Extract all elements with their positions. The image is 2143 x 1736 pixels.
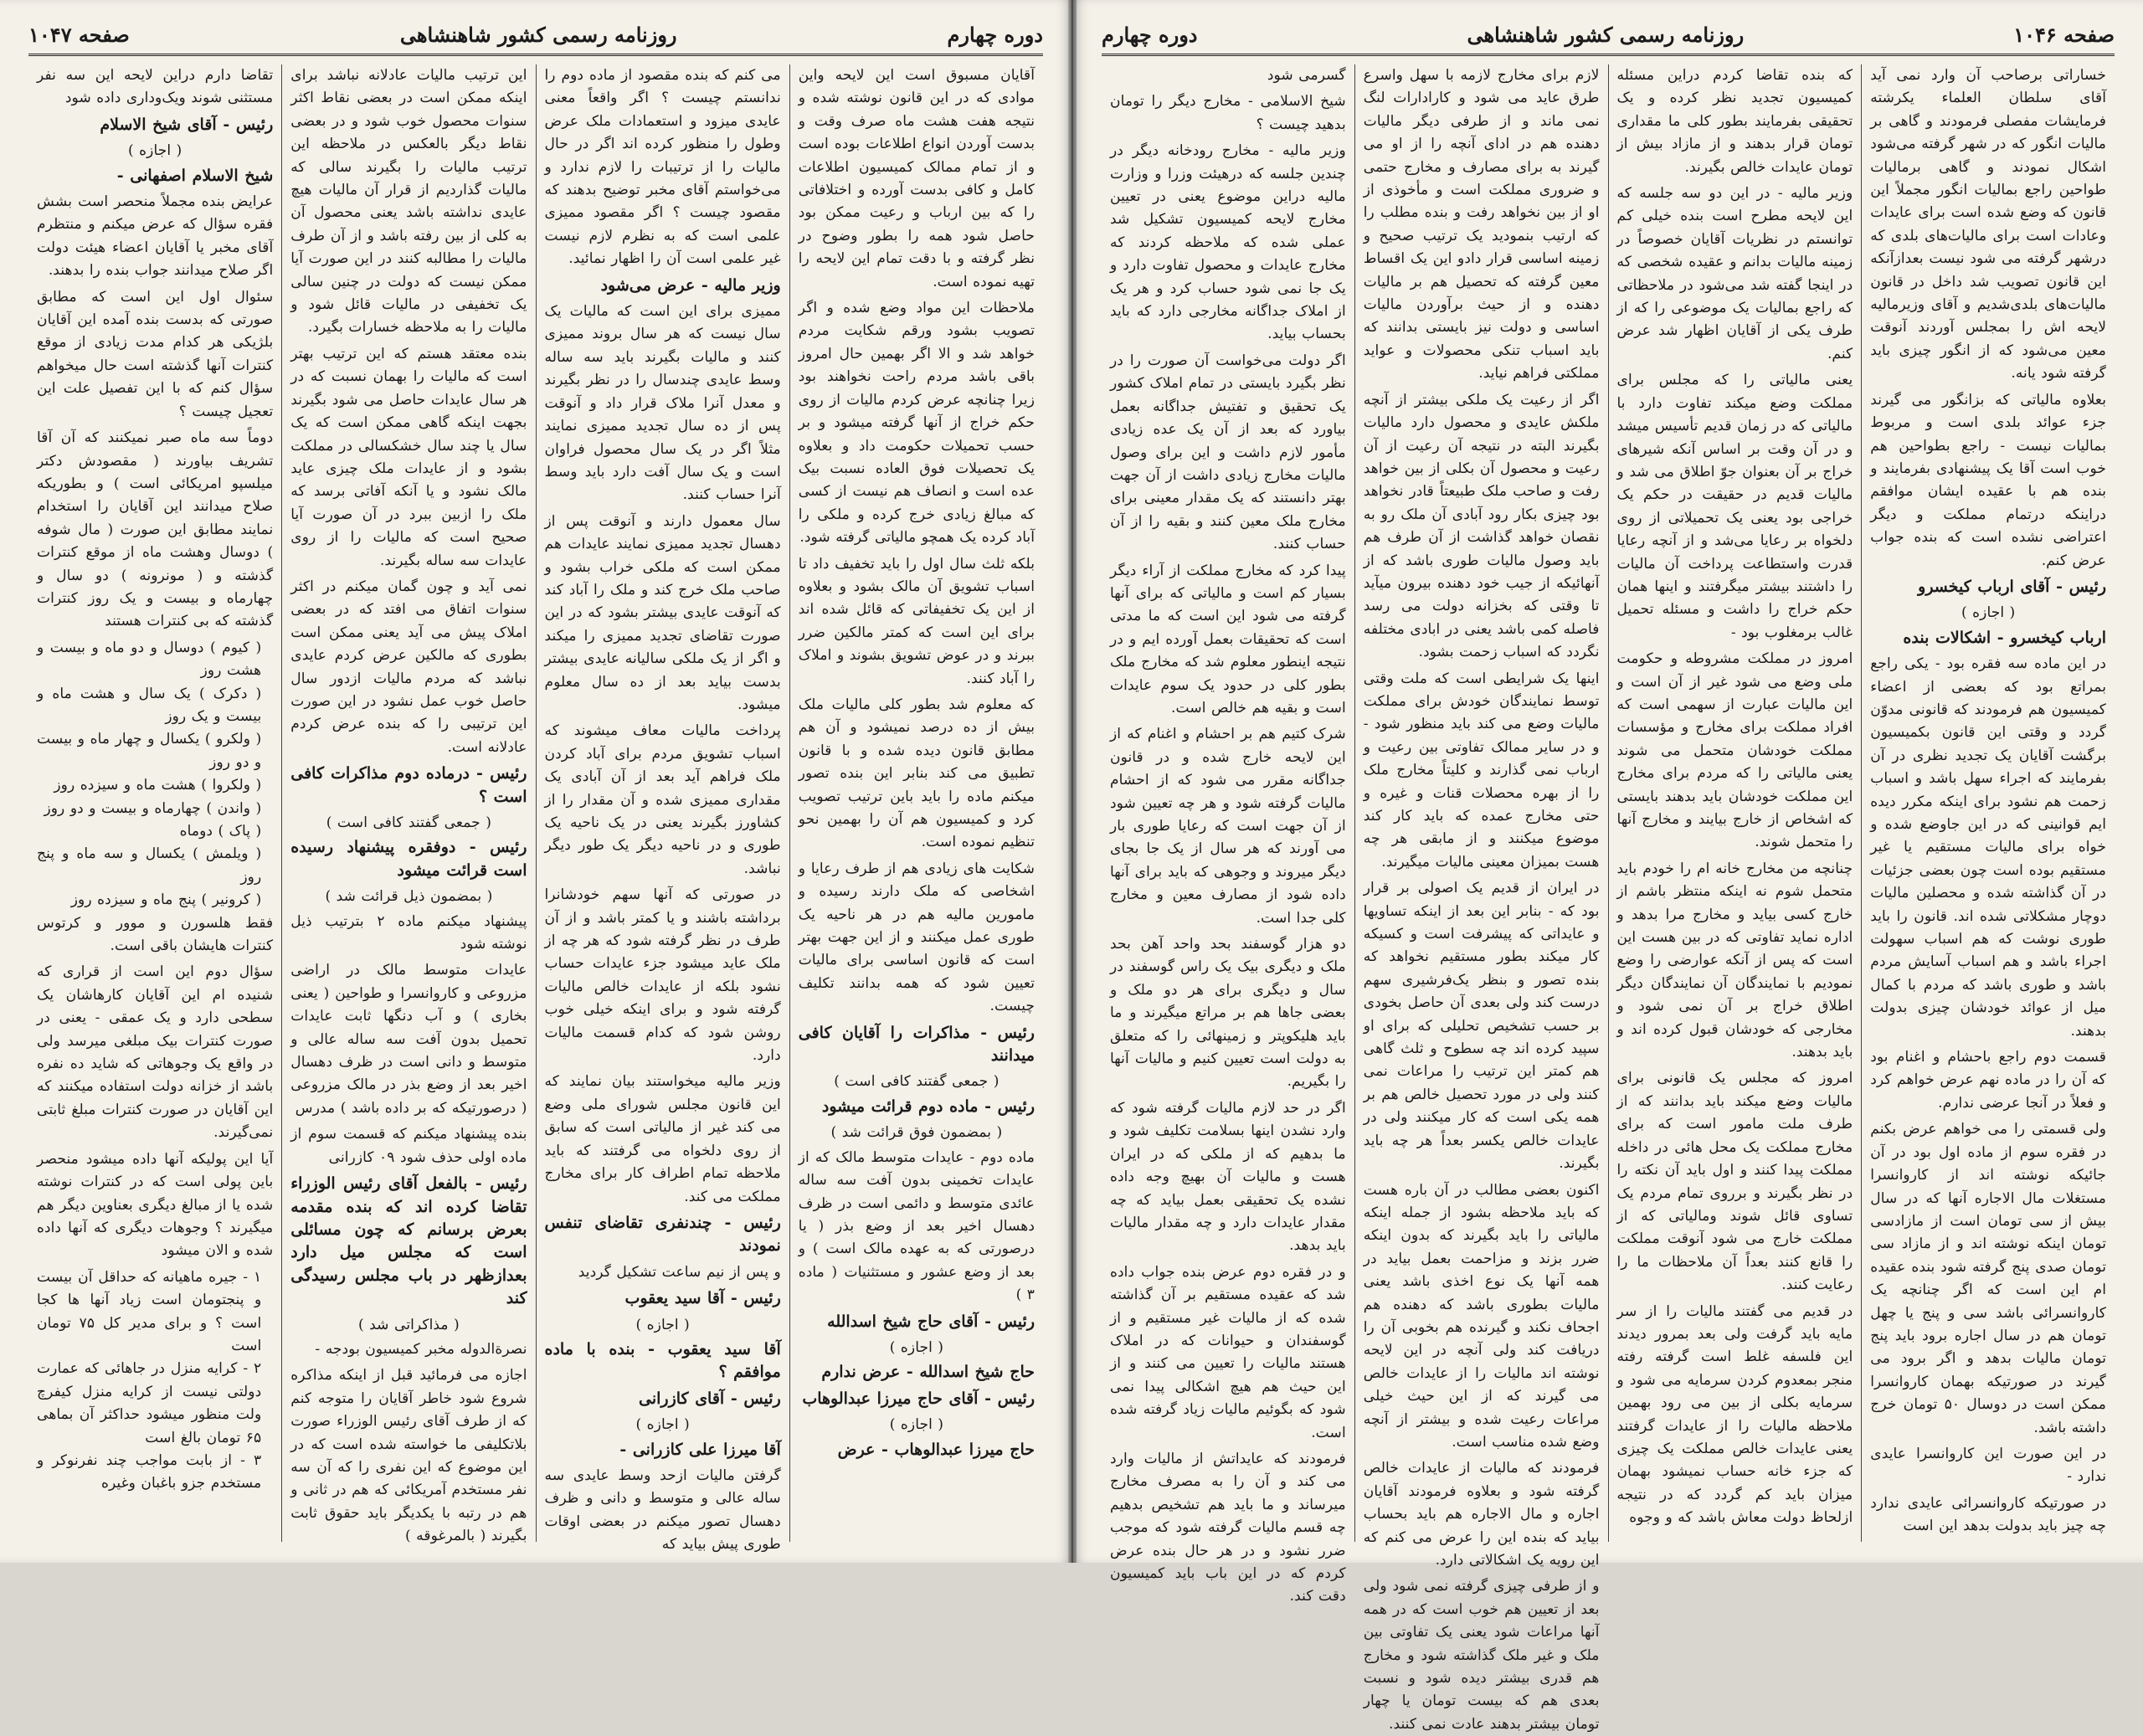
speaker-heading: رئیس - دوفقره پیشنهاد رسیده است قرائت میشود — [290, 838, 527, 880]
speaker-heading: ارباب کیخسرو - اشکالات بنده — [1903, 628, 2106, 647]
paragraph: یعنی مالیاتی را که مجلس برای مملکت وضع میکند تفاوت دارد با مالیاتی که در زمان قدیم تأسیس میشد و در آن وقت بر اساس آنکه شیرهای خراج بر آن بعنوان جوّ اطلاق می شد و مالیات قدیم در حقیقت در حکم یک خراجی بود یعنی یک تحمیلاتی از روی دلخواه بر رعایا می‌شد و از آنچه رعایا قدرت واستطاعت پرداخت آن مالیات را داشتند بیشتر میگرفتند و اینها همان حکم خراج را داشت و مسئله تحمیل غالب برمغلوب بود - — [1616, 372, 1853, 641]
book-seam — [1068, 0, 1077, 1563]
speaker-heading: رئیس - مذاکرات را آقایان کافی میدانند — [798, 1023, 1035, 1066]
text-column — [789, 64, 1043, 1542]
parenthetical-note: ( اجازه ) — [127, 142, 182, 160]
paragraph: در قدیم می گفتند مالیات را از سر مایه باید گرفت ولی بعد بمرور دیدند این فلسفه غلط است گرفته رفته منجر بمعدوم کردن سرمایه می شود و سرمایه بکلی از بین می رود بهمین ملاحظه مالیات را از عایدات گرفتند یعنی عایدات خالص مملکت یک چیزی که جزء خانه حساب نمیشود بهمان میزان باید کم گردد که در نتیجه ازلحاظ دولت معاش باشد که و وجوه — [1616, 1302, 1853, 1527]
speaker-heading: رئیس - آقای ارباب کیخسرو — [1918, 577, 2106, 596]
paragraph: و در فقره دوم عرض بنده جواب داده شد که عقیده مستقیم بر آن گذاشته شده که از مالیات غیر مستقیم و از گوسفندان و حیوانات که در املاک هستند مالیات را تعیین می کنند و از این حیث هم هیچ اشکالی پیدا نمی شود که بگوئیم مالیات زیاد گرفته شده است. — [1110, 1263, 1346, 1441]
parenthetical-note: ( اجازه ) — [1961, 604, 2016, 622]
speaker-heading: آقا میرزا علی کازرانی - — [619, 1440, 781, 1459]
speaker-heading: رئیس - آقا سید یعقوب — [624, 1289, 781, 1308]
text-column — [28, 64, 281, 1542]
speaker-heading: رئیس - آقای کازرانی — [638, 1389, 781, 1408]
paragraph: سؤال دوم این است از قراری که شنیده ام این آقایان کارهاشان یک سطحی دارد و یک عمقی - یعنی در صورت کنترات بیک مبلغی میرسد ولی در واقع یک وجوهاتی که شاید ده نفره باشد از خزانه دولت استفاده میکنند که این آقایان در صورت کنترات مبلغ ثابتی نمی‌گیرند. — [37, 963, 274, 1142]
paragraph: اکنون بعضی مطالب در آن باره هست که باید ملاحظه بشود از جمله اینکه مالیاتی را باید بگیرند که بدون اینکه ضرر بزند و مزاحمت بعمل بیاید در همه آنها یک نوع اخذی باشد یعنی مالیات بطوری باشد که دهنده هم اجحاف نکند و گیرنده هم بخوبی آن را دریافت کند ولی آنچه در این لایحه نوشته اند مالیات را از عایدات خالص می گیرند که از این حیث خیلی مراعات رعیت شده و بیشتر از آنچه وضع شده مناسب است. — [1363, 1181, 1600, 1451]
text-column — [536, 64, 789, 1554]
paragraph: و از طرفی چیزی گرفته نمی شود ولی بعد از تعیین هم خوب است که در همه آنها مراعات شود یعنی یک تفاوتی بین ملک و غیر ملک گذاشته شود و مخارج هم قدری بیشتر دیده شود و نسبت بعدی هم که بیست تومان یا چهار تومان بیشتر بدهند عادت نمی کنند. — [1363, 1578, 1600, 1733]
paragraph: سال معمول دارند و آنوقت پس از دهسال تجدید ممیزی نمایند عایدات هم ممکن است که ملکی خراب بشود و صاحب ملک خرج کند و ملک را آباد کند که آنوقت عایدی بیشتر بشود که در این صورت تقاضای تجدید ممیزی را میکند و اگر از یک ملکی سالیانه عایدی بیشتر بدست بیاید بعد از ده سال معلوم میشود. — [544, 512, 781, 713]
speaker-heading: رئیس - آقای حاج میرزا عبدالوهاب — [802, 1389, 1035, 1408]
columns — [1102, 64, 2115, 1733]
paragraph: فرمودند که مالیات از عایدات خالص گرفته شود و بعلاوه فرمودند آقایان اجاره و مال الاجاره هم باید بحساب بیاید که بنده این را عرض می کنم که این رویه یک اشکالاتی دارد. — [1363, 1460, 1600, 1569]
paragraph: سئوال اول این است که مطابق صورتی که بدست بنده آمده این آقایان بلژیکی هر کدام مدت زیادی از موقع کنترات آنها گذشته است حال میخواهم سؤال کنم که با این تفصیل علت این تعجیل چیست ؟ — [37, 288, 274, 420]
speaker-heading: رئیس - درماده دوم مذاکرات کافی است ؟ — [290, 764, 527, 806]
list-item: ۳ - از بابت مواجب چند نفرنوکر و مستخدم جزو باغبان وغیره — [37, 1451, 262, 1492]
paragraph: عایدات متوسط مالک در اراضی مزروعی و کاروانسرا و طواحین ( یعنی بخاری ) و آب دنگها ثابت عایدات تحمیل بدون آفت سه ساله عالی و متوسط و دانی است در ظرف دهسال اخیر بعد از وضع بذر در مالک مزروعی ( درصورتیکه که بر داده باشد ) مدرس — [290, 962, 527, 1117]
paragraph: و پس از نیم ساعت تشکیل گردید — [578, 1263, 781, 1281]
paragraph: بلکه ثلث سال اول را باید تخفیف داد تا اسباب تشویق آن مالک بشود و بعلاوه از این یک تخفیفاتی که قائل شده اند برای این است که کمتر مالکین ضرر ببرند و در عوض تشویق بشوند و املاک را آباد کنند. — [798, 555, 1035, 687]
columns — [28, 64, 1043, 1554]
text-column — [1102, 64, 1354, 1605]
parenthetical-note: ( جمعی گفتند کافی است ) — [326, 814, 491, 831]
paragraph: اگر در حد لازم مالیات گرفته شود که وارد نشدن اینها بسلامت تکلیف شود و ما بدهیم که از ملکی که در ایران هست و مالیات آن بهیچ وجه داده نشده یک تحقیقی بعمل بیاید که چه مقدار عایدات دارد و چه مقدار مالیات باید بدهد. — [1110, 1099, 1346, 1255]
list-item: ( ویلمش ) یکسال و سه ماه و پنج روز — [37, 845, 262, 886]
speaker-heading: رئیس - آقای شیخ الاسلام — [100, 115, 274, 134]
paragraph: این ترتیب مالیات عادلانه نباشد برای اینکه ممکن است در بعضی نقاط اکثر سنوات محصول خوب شود و در بعضی نقاط دیگر بالعکس در ملاحظه این ترتیب مالیات را بگیرند سالی که مالیات گذاردیم از قرار آن مالیات هیچ عایدی نداشته باشد یعنی محصول آن به کلی از بین رفته باشد و از آن طرف مالیات را مطالبه کنند در این صورت آیا ممکن نیست که دولت در چنین سالی یک تخفیفی در مالیات قائل شود و مالیات را به ملاحظه خسارات بگیرد. — [290, 67, 527, 336]
speaker-heading: حاج شیخ اسدالله - عرض ندارم — [821, 1363, 1035, 1382]
paragraph: امروز در مملکت مشروطه و حکومت ملی وضع می شود غیر از آن است و این مالیات عبارت از سهمی است که افراد مملکت برای مخارج و مؤسسات مملکت خودشان متحمل می شوند یعنی مالیاتی را که مردم برای مخارج این مملکت خودشان باید بدهند بایستی که اشخاص از خارج بیایند و مخارج آنها را متحمل شوند. — [1616, 650, 1853, 851]
list-item: ( ولکرو ) یکسال و چهار ماه و بیست و دو روز — [37, 731, 262, 771]
speaker-heading: رئیس - ماده دوم قرائت میشود — [821, 1097, 1035, 1116]
page-number: صفحه ۱۰۴۷ — [28, 22, 130, 47]
text-column — [1861, 64, 2115, 1542]
newspaper-title: روزنامه رسمی کشور شاهنشاهی — [1467, 22, 1745, 47]
paragraph: گسرمی شود — [1267, 67, 1346, 84]
speaker-heading: آقا سید یعقوب - بنده با ماده موافقم ؟ — [544, 1339, 781, 1382]
paragraph: خساراتی برصاحب آن وارد نمی آید آقای سلطان العلماء یکرشته فرمایشات مفصلی فرمودند و گاهی بر مالیات انگور که در شهر گرفته می‌شود اشکال نمودند و گاهی برمالیات طواحین راجع بمالیات انگور مجملاً این قانون که وضع شده است برای عایدات وعادات است برای مالیات‌های بلدی که درشهر گرفته می شود نیست بعدازآنکه این قانون تصویب شد داخل در قانون مالیات‌های بلدی‌شدیم و آقای وزیرمالیه لایحه اش را بمجلس آوردند آنوقت معین می‌شود که از انگور چیزی باید گرفته شود یانه. — [1870, 67, 2106, 383]
speaker-heading: رئیس - بالفعل آقای رئیس الوزراء تقاضا کرده اند که بنده مقدمه بعرض برسانم که چون مسائلی است که مجلس میل دارد بعدازظهر در باب مجلس رسیدگی کند — [290, 1174, 527, 1308]
paragraph: که معلوم شد بطور کلی مالیات ملک بیش از ده درصد نمیشود و آن هم مطابق قانون دیده شده و با قانون تطبیق می کند بنابر این بنده تصور میکنم ماده را باید باین ترتیب تصویب کرد و کمیسیون هم آن را بهمین نحو تنظیم نموده است. — [798, 696, 1035, 851]
paragraph: ملاحظات این مواد وضع شده و اگر تصویب بشود ورقم شکایت مردم خواهد شد و الا اگر بهمین حال امروز باقی باشد مردم راحت نخواهند بود زیرا چنانچه عرض کردم مالیات از روی حکم خراج از آنها گرفته میشود و بر حسب تحمیلات حکومت داد و بعلاوه یک تحصیلات فوق العاده نسبت بیک عده است و انصاف هم نیست از کسی که مبالغ زیادی خرج کرده و ملکی را آباد کرده یک همچو مالیاتی گرفته شود. — [798, 300, 1035, 547]
parenthetical-note: ( بمضمون ذیل قرائت شد ) — [325, 888, 493, 906]
paragraph: در صورتیکه کاروانسرائی عایدی ندارد چه چیز باید بدولت بدهد این است — [1870, 1494, 2106, 1535]
paragraph: پرداخت مالیات معاف میشوند که اسباب تشویق مردم برای آباد کردن ملک فراهم آید بعد از آن آبادی یک مقداری ممیزی شده و آن مقدار را از کشاورز بگیرند یعنی در یک ناحیه یک طوری و در ناحیه دیگر یک طور دیگر نباشد. — [544, 722, 781, 877]
paragraph: آیا این پولیکه آنها داده میشود منحصر باین پولی است که در کنترات نوشته شده یا از مبالغ دیگری بعناوین دیگر هم میگیرند ؟ وجوهات دیگری که آنها داده شده و الان میشود — [37, 1150, 274, 1260]
paragraph: اگر از رعیت یک ملکی بیشتر از آنچه ملکش عایدی و محصول دارد مالیات بگیرند البته در نتیجه آن رعیت از آن رعیت و محصول آن بکلی از بین خواهد رفت و صاحب ملک طبیعتاً قادر نخواهد بود چیزی بکار رود آبادی آن ملک رو به نقصان خواهد گذاشت از آن طرف هم باید وصول مالیات طوری باشد که از آنهائیکه از جیب خود دهنده بیرون میآید تا وقتی که بخزانه دولت می رسد فاصله کمی باشد یعنی در ابادی مختلفه نگردد که اسباب زحمت بشود. — [1363, 391, 1600, 661]
left-page — [0, 0, 1072, 1563]
list-item: ۲ - کرایه منزل در جاهائی که عمارت دولتی نیست از کرایه منزل کیفرچ ولت منظور میشود حداکثر آن بماهی ۶۵ تومان بالغ است — [37, 1360, 262, 1446]
paragraph: در این ماده سه فقره بود - یکی راجع بمراتع بود که بعضی از اعضاء کمیسیون هم فرمودند که قانونی مدوّن گردد و وقتی این قانون بکمیسیون برگشت آقایان یک تجدید نظری در آن بفرمایند که اجراء سهل باشد و اسباب زحمت هم نشود برای اینکه مکرر دیده ایم قوانینی که در این جاوضع شده و خواه برای مالیات مستقیم یا غیر مستقیم بوده است چون بعضی جزئیات در آن گذاشته شده و محصلین مالیات دوچار مشکلاتی شده اند. قانون را باید طوری نوشت که هم اسباب سهولت اجراء باشد و هم اسباب آسایش مردم باشد و طوری باشد که مردم با کمال میل از عوائد خودشان چیزی بدولت بدهند. — [1870, 655, 2106, 1040]
paragraph: بنده پیشنهاد میکنم که قسمت سوم از ماده اولی حذف شود ۰۹ کازرانی — [290, 1126, 527, 1166]
list-item: ( پاک ) دوماه — [179, 823, 262, 840]
paragraph: در ایران از قدیم یک اصولی بر قرار بود که - بنابر این بعد از اینکه تساویها و عایداتی که پیشرفت است و کسیکه کار میکند بطور مستقیم نخواهد که بنده تصور و بنظر یک‌فرشیری سهم درست کند ولی بعدی آن حاصل بخودی بر حسب تشخیص تحلیلی که برای او سپید کرده اند چه سطوح و ثلث گاهی هم کمتر این ترتیب را مراعات نمی کنند ولی در مورد تحصیل خالص هم بر همه یکی است که کار میکنند ولی در عایدات خالص یکسر بعداً هر چه باید بگیرند. — [1363, 880, 1600, 1173]
paragraph: گرفتن مالیات ازحد وسط عایدی سه ساله عالی و متوسط و دانی و ظرف دهسال تصور میکنم در بعضی اوقات طوری پیش بیاید که — [544, 1466, 781, 1554]
paragraph: می کنم که بنده مقصود از ماده دوم را ندانستم چیست ؟ اگر واقعاً معنی عایدی میزود و استعمادات ملک عرض وطول را منظور کرده اند اگر در حال مالیات را از ترتیبات را لازم ندارد و می‌خواستم آقای مخبر توضیح بدهند که مقصود چیست ؟ اگر مقصود ممیزی علمی است که به نظرم لازم نیست غیر علمی است آن را اظهار نمائید. — [544, 67, 781, 268]
paragraph: شرک کتیم هم بر احشام و اغنام که از این لایحه خارج شده و در قانون جداگانه مقرر می شود که از احشام مالیات گرفته شود و هر چه تعیین شود از آن جهت است که رعایا طوری بار می آورند که هر سال از یک جا بجای دیگر میروند و وجوهی که باید برای آنها داده شود از مصارف معین و مخارج کلی جدا است. — [1110, 726, 1346, 927]
speaker-heading: رئیس - آقای حاج شیخ اسدالله — [827, 1312, 1035, 1331]
paragraph: وزیر مالیه - مخارج رودخانه دیگر در چندین جلسه که درهیئت وزرا و وزارت مالیه دراین موضوع یعنی در تعیین مخارج لایحه کمیسیون تشکیل شد عملی شده که ملاحظه کردند که مخارج عایدات و محصول تفاوت دارد و یک جا نمی شود حساب کرد و هر یک از املاک جداگانه مخارجی دارد که باید بحساب بیاید. — [1110, 142, 1346, 343]
paragraph: پیشنهاد میکنم ماده ۲ بترتیب ذیل نوشته شود — [290, 912, 527, 953]
paragraph: اگر دولت می‌خواست آن صورت را در نظر بگیرد بایستی در تمام املاک کشور یک تحقیق و تفتیش جداگانه بعمل بیاورد که بعد از آن یک عده زیادی مأمور لازم داشت و این برای وصول مالیات مخارج زیادی داشت از آن جهت بهتر دانستند که یک مقدار معینی برای مخارج ملک معین کنند و بقیه را از آن حساب کنند. — [1110, 352, 1346, 553]
speaker-heading: وزیر مالیه - عرض می‌شود — [600, 275, 781, 295]
paragraph: اینها یک شرایطی است که ملت وقتی توسط نمایندگان خودش برای مملکت مالیات وضع می کند باید منظور شود - و در سایر ممالک تفاوتی بین رعیت و ارباب نمی گذارند و کلیتاً مخارج ملک را از بهره محصلات قنات و غیره و حتی مخارج عمده که باید کار کند موضوع میکنند و از مابقی هر چه هست بمیزان معینی مالیات میگیرند. — [1363, 670, 1600, 871]
paragraph: که بنده تقاضا کردم دراین مسئله کمیسیون تجدید نظر کرده و یک تحقیقی بفرمایند بطور کلی ما مقداری تومان قرار بدهند و از مازاد بیش از تومان عایدات خالص بگیرند. — [1616, 67, 1853, 176]
list-item: ( ولکروا ) هشت ماه و سیزده روز — [54, 777, 262, 794]
page-number: صفحه ۱۰۴۶ — [2013, 22, 2115, 47]
list-item: ۱ - جیره ماهیانه که حداقل آن بیست و پنجتومان است زیاد آنها ها کجا است ؟ و برای مدیر کل ۷۵ تومان است — [37, 1268, 262, 1354]
paragraph: تقاضا دارم دراین لایحه این سه نفر مستثنی شوند ویک‌وداری داده شود — [37, 67, 274, 107]
parenthetical-note: ( مذاکراتی شد ) — [357, 1316, 460, 1333]
page-header — [1102, 15, 2115, 56]
paragraph: لازم برای مخارج لازمه با سهل واسرع طرق عاید می شود و کارادارات لنگ نمی ماند و از طرفی دیگر مالیات دهنده هم در ادای آنچه را از او می گیرند به برای مصارف و مخارج حتمی و ضروری مملکت است و مأخوذی از او از بین نخواهد رفت و بنده مطلب را که ارتیب بنمودید یک ترتیب صحیح و زمینه اساسی قرار دادو این یک اقساط معین گرفته که تحصیل هم بر مالیات دهنده و از حیث برآوردن مالیات اساسی و دولت نیز بایستی بدانند که باید اسباب تنکی محصولات و عواید مملکتی فراهم نیاید. — [1363, 67, 1600, 383]
paragraph: اجازه می فرمائید قبل از اینکه مذاکره شروع شود خاطر آقایان را متوجه کنم که از طرف آقای رئیس الوزراء صورت بلاتکلیفی ما خواسته شده است که در این موضوع که این نفری را که آن سه نفر مستخدم آمریکائی که هم در ثانی و هم در رتبه با یکدیگر باید حقوق ثابت بگیرند ( بالمرغوقه ) — [290, 1367, 527, 1545]
paragraph: نصرةالدوله مخبر کمیسیون بودجه - — [315, 1340, 527, 1358]
paragraph: در این صورت این کاروانسرا عایدی ندارد - — [1870, 1445, 2106, 1486]
paragraph: فقط هلسورن و موور و کرتوس کنترات هایشان باقی است. — [37, 914, 274, 955]
list-item: ( واندن ) چهارماه و بیست و دو روز — [44, 799, 262, 817]
parenthetical-note: ( اجازه ) — [635, 1316, 690, 1333]
list-item: ( دکرک ) یک سال و هشت ماه و بیست و یک روز — [37, 685, 262, 725]
paragraph: پیدا کرد که مخارج مملکت از آراء دیگر بسیار کم است و مالیاتی که برای آنها گرفته می شود این است که ما مدتی است که تحقیقات بعمل آورده ایم و در نتیجه اینطور معلوم شد که مخارج ملک بطور کلی در حدود یک سوم عایدات است و بقیه هم خالص است. — [1110, 562, 1346, 716]
parenthetical-note: ( اجازه ) — [635, 1416, 690, 1434]
paragraph: وزیر مالیه - در این دو سه جلسه که این لایحه مطرح است بنده خیلی کم توانستم در نظریات آقایان خصوصاً در زمینه مالیات بدانم و عقیده شخصی که در اینجا گفته شد می‌شود در ملاحظاتی که راجع بمالیات یک موضوعی را که از طرف یکی از آقایان اظهار شد عرض کنم. — [1616, 185, 1853, 362]
period-label: دوره چهارم — [947, 22, 1043, 47]
paragraph: امروز که مجلس یک قانونی برای مالیات وضع میکند باید بدانند که از طرف ملت مامور است که برای مخارج مملکت یک محل هائی در داخله مملکت پیدا کنند و اول باید آن نکته را در نظر بگیرند و برروی تمام مردم یک تساوی قائل شوند ومالیاتی که از مملکت خارج می شود آنوقت مملکت را قانع کنند بعداً آن ملاحظات ما را رعایت کنند. — [1616, 1070, 1853, 1294]
newspaper-title: روزنامه رسمی کشور شاهنشاهی — [399, 22, 677, 47]
speaker-heading: شیخ الاسلام اصفهانی - — [116, 166, 274, 185]
period-label: دوره چهارم — [1102, 22, 1198, 47]
paragraph: فرمودند که عایداتش از مالیات وارد می کند و آن را به مصرف مخارج میرساند و ما باید هم تشخیص بدهیم چه قسم مالیات گرفته شود که موجب ضرر نشود و در هر حال بنده عرض کردم که در این باب باید کمیسیون دقت کند. — [1110, 1450, 1346, 1605]
paragraph: در صورتی که آنها سهم خودشانرا برداشته باشند و یا کمتر باشد و از آن طرف در نظر گرفته شود که هر چه از ملک عاید میشود جزء عایدات حساب نشود بلکه از عایدات خالص مالیات گرفته شود و برای اینکه خیلی خوب روشن شود که کدام قسمت مالیات دارد. — [544, 886, 781, 1065]
text-column — [281, 64, 535, 1545]
list-item: ( کرونیر ) پنج ماه و سیزده روز — [70, 891, 262, 909]
paragraph: بعلاوه مالیاتی که بزانگور می گیرند جزء عوائد بلدی است و مربوط بمالیات نیست - راجع بطواحین هم خوب است آقا یک پیشنهادی بفرمایند و بنده هم با عقیده ایشان موافقم دراینکه درتمام مملکت و دیگر اعتراضی نشده است که بنده جواب عرض کنم. — [1870, 391, 2106, 569]
parenthetical-note: ( جمعی گفتند کافی است ) — [834, 1073, 1000, 1091]
paragraph: آقایان مسبوق است این لایحه واین موادی که در این قانون نوشته شده و نتیجه هفت هشت ماه صرف وقت و بدست آوردن انواع اطلاعات بوده است و از تمام ممالک کمیسیون اطلاعات کامل و کافی بدست آورده و اختلافاتی را که بین ارباب و رعیت ممکن بود حاصل شود همه را بطور وضوح در نظر گرفته و با دقت تمام این لایحه را تهیه نموده است. — [798, 67, 1035, 290]
list-item: ( کیوم ) دوسال و دو ماه و بیست و هشت روز — [37, 639, 262, 680]
paragraph: وزیر مالیه میخواستند بیان نمایند که این قانون مجلس شورای ملی وضع می کند غیر از مالیاتی است که سابق از روی دلخواه می گرفتند که باید ملاحظه تمام اطراف کار برای مخارج مملکت می کند. — [544, 1073, 781, 1205]
page-header — [28, 15, 1043, 56]
paragraph: ممیزی برای این است که مالیات یک سال نیست که هر سال بروند ممیزی کنند و مالیات بگیرند باید سه ساله وسط عایدی چندسال را در نظر بگیرند و معدل آنرا ملاک قرار داد و آنوقت پس از ده سال تجدید ممیزی نمایند مثلاً اگر در یک سال محصول فراوان است و یک سال آفت دارد باید وسط آنرا حساب کنند. — [544, 303, 781, 504]
parenthetical-note: ( اجازه ) — [889, 1416, 944, 1434]
paragraph: قسمت دوم راجع باحشام و اغنام بود که آن را در ماده نهم عرض خواهم کرد و فعلاً در آنجا عرضی ندارم. — [1870, 1049, 2106, 1112]
paragraph: ولی قسمتی را می خواهم عرض بکنم در فقره سوم از ماده اول بود در آن جائیکه نوشته اند از کاروانسرا مستغلات مال الاجاره آنها که در سال بیش از سی تومان است از مازادسی تومان اینکه نوشته اند و از مازاد سی تومان صدی پنج گرفته شود بنده عقیده ام این است که اگر چنانچه یک کاروانسرائی باشد سی و پنج یا چهل تومان هم در سال اجاره برود باید پنج تومان مالیات بدهد و اگر برود می گیرند در صورتیکه بهمان کاروانسرا ممکن است در دوسال ۵۰ تومان خرج داشته باشد. — [1870, 1121, 2106, 1436]
speaker-heading: حاج میرزا عبدالوهاب - عرض — [837, 1440, 1035, 1459]
parenthetical-note: ( اجازه ) — [889, 1338, 944, 1356]
paragraph: چنانچه من مخارج خانه ام را خودم باید متحمل شوم نه اینکه منتظر باشم از خارج کسی بیاید و مخارج مرا بدهد و اداره نماید تفاوتی که در بین هست این است که پس از آنکه عوارضی را وضع نمودیم با نمایندگان آن نمایندگان دیگر اطلاق خراج بر آن نمی شود و مخارجی که خودشان قبول کرده اند و باید بدهند. — [1616, 860, 1853, 1061]
paragraph: بنده معتقد هستم که این ترتیب بهتر است که مالیات را بهمان نسبت که در هر سال عایدات حاصل می شود بگیرند بجهت اینکه گاهی ممکن است که یک سال یا چند سال خشکسالی در مملکت بشود و از عایدات ملک چیزی عاید مالک نشود و یا آنکه آفاتی برسد که ملک را ازبین ببرد در آن صورت آیا صحیح است که مالیات را از روی عایدات سه ساله بگیرند. — [290, 345, 527, 569]
paragraph: شکایت های زیادی هم از طرف رعایا و اشخاصی که ملک دارند رسیده و مامورین مالیه هم در هر ناحیه یک طوری عمل میکنند و از این جهت بهتر است که قانون اساسی برای مالیات تعیین شود که همه بدانند تکلیف چیست. — [798, 860, 1035, 1015]
paragraph: دوماً سه ماه صبر نمیکنند که آن آقا تشریف بیاورند ( مقصودش دکتر میلسپو امریکائی است ) و بطوریکه صلاح میدانند این آقایان را استخدام نمایند مطابق این صورت ( مال شوفه ) دوسال وهشت ماه از موقع کنترات گذشته و ( مونرونه ) دو سال و چهارماه و بیست و یک روز کنترات گذشته که بی کنترات هستند — [37, 429, 274, 630]
paragraph: دو هزار گوسفند بحد واحد آهن بحد ملک و دیگری بیک یک راس گوسفند در سال و دیگری برای هر دو ملک و بعضی جاها هم بر مراتع میگیرند و ما باید هلیکوپتر و زمینهائی را که متعلق به دولت است تعیین کنیم و مالیات آنها را بگیریم. — [1110, 936, 1346, 1091]
paragraph: شیخ الاسلامی - مخارج دیگر را تومان بدهید چیست ؟ — [1110, 93, 1346, 133]
text-column — [1608, 64, 1862, 1542]
paragraph: نمی آید و چون گمان میکنم در اکثر سنوات اتفاق می افتد که در بعضی املاک پیش می آید یعنی ممکن است بطوری که مالکین عرض کردم عایدی نباشد که مردم مالیات ازدور سال حاصل خوب عمل نشود در این صورت این ترتیبی را که بنده عرض کردم عادلانه است. — [290, 578, 527, 756]
paragraph: عرایض بنده مجملاً منحصر است بشش فقره سؤال که عرض میکنم و منتظرم آقای مخبر یا آقایان اعضاء هیئت دولت اگر صلاح میدانند جواب بنده را بدهند. — [37, 193, 274, 280]
speaker-heading: رئیس - چندنفری تقاضای تنفس نمودند — [544, 1213, 781, 1256]
paragraph: ماده دوم - عایدات متوسط مالک که از عایدات تخمینی بدون آفت سه ساله عائدی متوسط و دائمی است در ظرف دهسال اخیر بعد از وضع بذر ( یا درصورتی که به عهده مالک است ) و بعد از وضع عشور و مستثنیات ( ماده ۳ ) — [798, 1148, 1035, 1304]
text-column — [1354, 64, 1608, 1733]
right-page — [1072, 0, 2143, 1733]
parenthetical-note: ( بمضمون فوق قرائت شد ) — [830, 1124, 1003, 1142]
